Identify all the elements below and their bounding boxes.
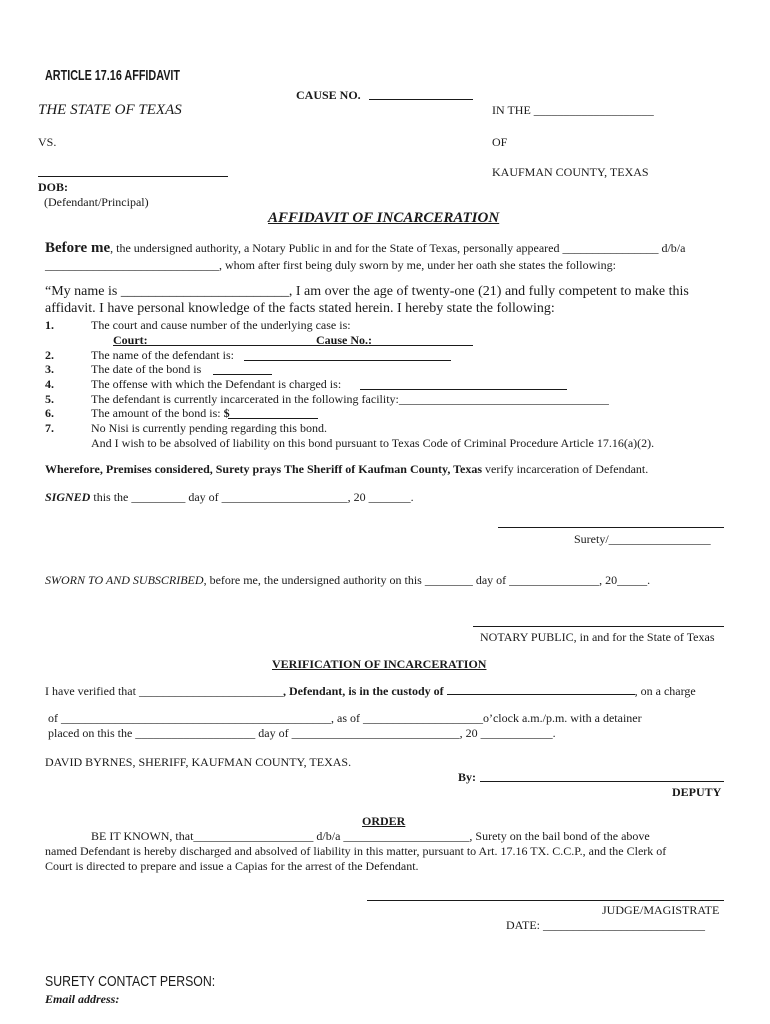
order-line-3: Court is directed to prepare and issue a Capias for the arrest of the Defendant. [45,859,419,873]
custody-bold: is in the custody of [345,684,447,698]
intro-line-1 [45,239,685,257]
intro-line-1-text: , the undersigned authority, a Notary Public in and for the State of Texas, personally appeared ________________ d/b/a [110,241,686,255]
deputy-signature-line [480,781,724,782]
item-5-num: 5. [45,392,54,406]
cause-no-line [369,99,473,100]
sworn-rest: , before me, the undersigned authority on this ________ day of _______________, 20_____. [203,573,651,587]
in-the-court: IN THE ____________________ [492,103,654,117]
item-3-text: The date of the bond is [91,362,202,376]
surety-signature-line [498,527,724,528]
item-3-num: 3. [45,362,54,376]
email-label: Email address: [45,992,120,1006]
item-2-num: 2. [45,348,54,362]
order-title: ORDER [362,814,406,828]
dob-label: DOB: [38,180,68,194]
absolve-text: And I wish to be absolved of liability on this bond pursuant to Texas Code of Criminal Procedure Article 17.16(a)(2). [91,436,655,450]
notary-signature-line [473,626,724,627]
defendant-principal-label: (Defendant/Principal) [44,195,149,209]
statement-line-1: “My name is ________________________, I am over the age of twenty-one (21) and fully competent to make this [45,284,689,299]
intro-line-2: _____________________________, whom after first being duly sworn by me, under her oath she states the following: [45,258,616,272]
defendant-bold: , Defendant, [282,684,346,698]
bond-date-field [213,374,272,375]
item-6-label: The amount of the bond is: [91,406,224,420]
on-a-charge: , on a charge [634,684,696,698]
cause-no-label: CAUSE NO. [296,88,361,102]
cause-no-item-label: Cause No.: [316,333,372,347]
verification-line-1-a: I have verified that ________________________ [45,684,283,698]
signed-line [45,490,414,504]
verification-title: VERIFICATION OF INCARCERATION [272,657,487,671]
court-line [113,345,473,346]
item-1-text: The court and cause number of the underlying case is: [91,318,351,332]
affidavit-title: AFFIDAVIT OF INCARCERATION [268,210,500,226]
notary-label: NOTARY PUBLIC, in and for the State of Texas [480,630,715,644]
defendant-name-field [244,360,451,361]
item-1-num: 1. [45,318,54,332]
item-7-text: No Nisi is currently pending regarding this bond. [91,421,327,435]
surety-contact-title: SURETY CONTACT PERSON: [45,973,216,990]
state-of-texas: THE STATE OF TEXAS [38,102,182,118]
custody-field [447,684,635,695]
item-6-text [91,406,230,421]
surety-label: Surety/_________________ [574,532,711,546]
statement-line-2: affidavit. I have personal knowledge of the facts stated herein. I hereby state the following: [45,301,555,316]
offense-field [360,389,567,390]
sheriff-line: DAVID BYRNES, SHERIFF, KAUFMAN COUNTY, TEXAS. [45,755,352,769]
before-me-label: Before me [45,240,111,256]
judge-signature-line [367,900,724,901]
bond-amount-field [228,418,318,419]
order-line-2: named Defendant is hereby discharged and absolved of liability in this matter, pursuant to Art. 17.16 TX. C.C.P., and the Clerk of [45,844,667,858]
sworn-line [45,573,650,587]
item-2-text: The name of the defendant is: [91,348,234,362]
judge-label: JUDGE/MAGISTRATE [602,903,720,917]
signed-rest: this the _________ day of _____________________, 20 _______. [90,490,414,504]
item-7-num: 7. [45,421,54,435]
item-6-num: 6. [45,406,54,420]
defendant-name-line [38,176,228,177]
court-label: Court: [113,333,148,347]
sworn-label: SWORN TO AND SUBSCRIBED [45,573,204,587]
order-line-1: BE IT KNOWN, that____________________ d/b/a _____________________, Surety on the bail bond of the above [91,829,650,843]
verification-line-1 [45,684,696,698]
item-4-text: The offense with which the Defendant is charged is: [91,377,342,391]
date-label: DATE: ___________________________ [506,918,705,932]
deputy-label: DEPUTY [672,785,722,799]
bond-amount-sign: $ [223,406,230,420]
by-label: By: [458,770,476,784]
verification-line-2: of _____________________________________________, as of ____________________o’clock a.m./p.m. with a detainer [48,711,642,725]
county-label: KAUFMAN COUNTY, TEXAS [492,165,649,179]
wherefore-line [45,462,648,476]
of-label: OF [492,135,508,149]
verification-line-3: placed on this the ____________________ day of ____________________________, 20 ____________. [48,726,556,740]
item-5-text: The defendant is currently incarcerated in the following facility:___________________________________ [91,392,609,406]
wherefore-bold: Wherefore, Premises considered, Surety prays The Sheriff of Kaufman County, Texas [45,462,483,476]
vs-label: VS. [38,135,57,149]
article-title: ARTICLE 17.16 AFFIDAVIT [45,67,181,84]
signed-label: SIGNED [45,490,91,504]
wherefore-rest: verify incarceration of Defendant. [482,462,649,476]
item-4-num: 4. [45,377,54,391]
